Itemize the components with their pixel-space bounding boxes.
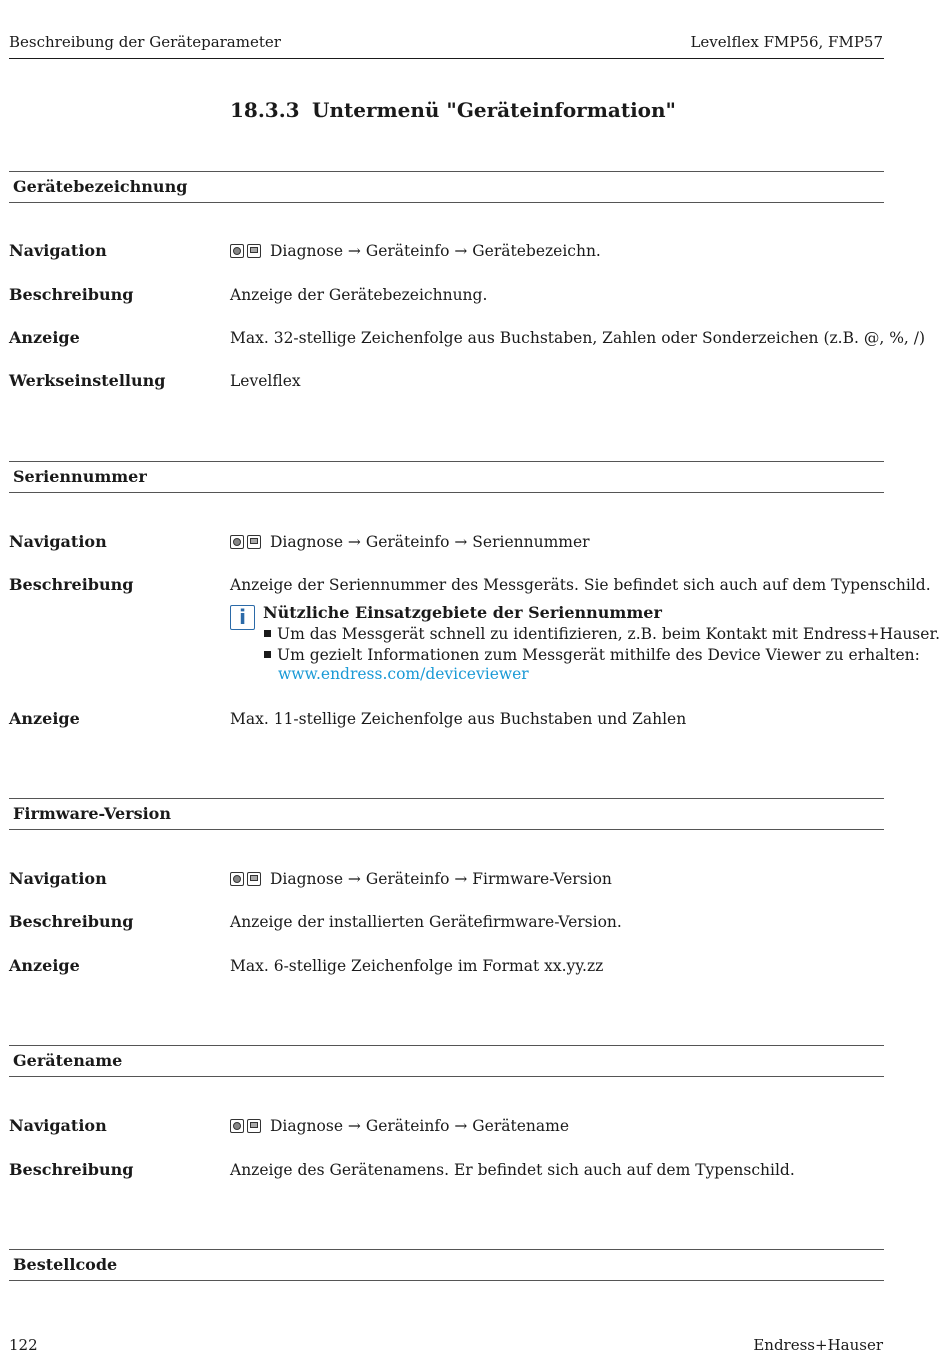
operation-icon [230,1119,244,1133]
display-label: Anzeige [9,956,80,975]
display-icon [247,244,261,258]
navigation-text: Diagnose → Geräteinfo → Seriennummer [270,533,590,551]
info-bullet [264,625,940,643]
navigation-text: Diagnose → Geräteinfo → Gerätebezeichn. [270,242,601,260]
title-number: 18.3.3 [230,98,300,122]
navigation-path [230,1117,569,1135]
factory-setting-label: Werkseinstellung [9,371,166,390]
info-title: Nützliche Einsatzgebiete der Seriennummer [263,603,662,622]
display-icon [247,872,261,886]
description-text: Anzeige der Gerätebezeichnung. [230,286,488,304]
factory-setting-value: Levelflex [230,372,301,390]
section-title: Seriennummer [13,467,147,486]
description-label: Beschreibung [9,575,134,594]
title-text: Untermenü "Geräteinformation" [312,98,676,122]
navigation-label: Navigation [9,1116,107,1135]
section-header-bestellcode [9,1249,884,1281]
section-header-seriennummer [9,461,884,493]
header-divider [9,58,884,59]
section-title: Firmware-Version [13,804,171,823]
navigation-path [230,242,601,260]
display-label: Anzeige [9,709,80,728]
display-text: Max. 6-stellige Zeichenfolge im Format xx.yy.zz [230,957,604,975]
page-number: 122 [9,1336,38,1354]
navigation-path [230,870,612,888]
footer-brand: Endress+Hauser [753,1336,883,1354]
display-text: Max. 32-stellige Zeichenfolge aus Buchstaben, Zahlen oder Sonderzeichen (z.B. @, %, /) [230,329,926,347]
header-section-title: Beschreibung der Geräteparameter [9,33,281,51]
display-icon [247,1119,261,1133]
device-viewer-link[interactable]: www.endress.com/deviceviewer [278,665,529,683]
navigation-text: Diagnose → Geräteinfo → Firmware-Version [270,870,612,888]
description-text: Anzeige des Gerätenamens. Er befindet sich auch auf dem Typenschild. [230,1161,795,1179]
navigation-path [230,533,590,551]
operation-icon [230,872,244,886]
navigation-label: Navigation [9,532,107,551]
bullet-square-icon [264,651,271,658]
description-text: Anzeige der Seriennummer des Messgeräts. Sie befindet sich auch auf dem Typenschild. [230,576,931,594]
section-header-geraetename [9,1045,884,1077]
display-label: Anzeige [9,328,80,347]
description-label: Beschreibung [9,912,134,931]
section-title: Gerätebezeichnung [13,177,188,196]
display-text: Max. 11-stellige Zeichenfolge aus Buchstaben und Zahlen [230,710,687,728]
navigation-text: Diagnose → Geräteinfo → Gerätename [270,1117,569,1135]
header-product-name: Levelflex FMP56, FMP57 [690,33,883,51]
bullet-square-icon [264,630,271,637]
info-icon: i [230,605,255,630]
operation-icon [230,244,244,258]
navigation-label: Navigation [9,869,107,888]
operation-icon [230,535,244,549]
bullet-text: Um das Messgerät schnell zu identifizieren, z.B. beim Kontakt mit Endress+Hauser. [277,625,941,643]
navigation-label: Navigation [9,241,107,260]
description-text: Anzeige der installierten Gerätefirmware-Version. [230,913,622,931]
info-bullet [264,646,920,664]
section-title: Gerätename [13,1051,123,1070]
bullet-text: Um gezielt Informationen zum Messgerät mithilfe des Device Viewer zu erhalten: [277,646,920,664]
description-label: Beschreibung [9,285,134,304]
section-header-geraetebezeichnung [9,171,884,203]
section-title: Bestellcode [13,1255,118,1274]
section-header-firmware-version [9,798,884,830]
description-label: Beschreibung [9,1160,134,1179]
page-title [230,98,676,122]
display-icon [247,535,261,549]
